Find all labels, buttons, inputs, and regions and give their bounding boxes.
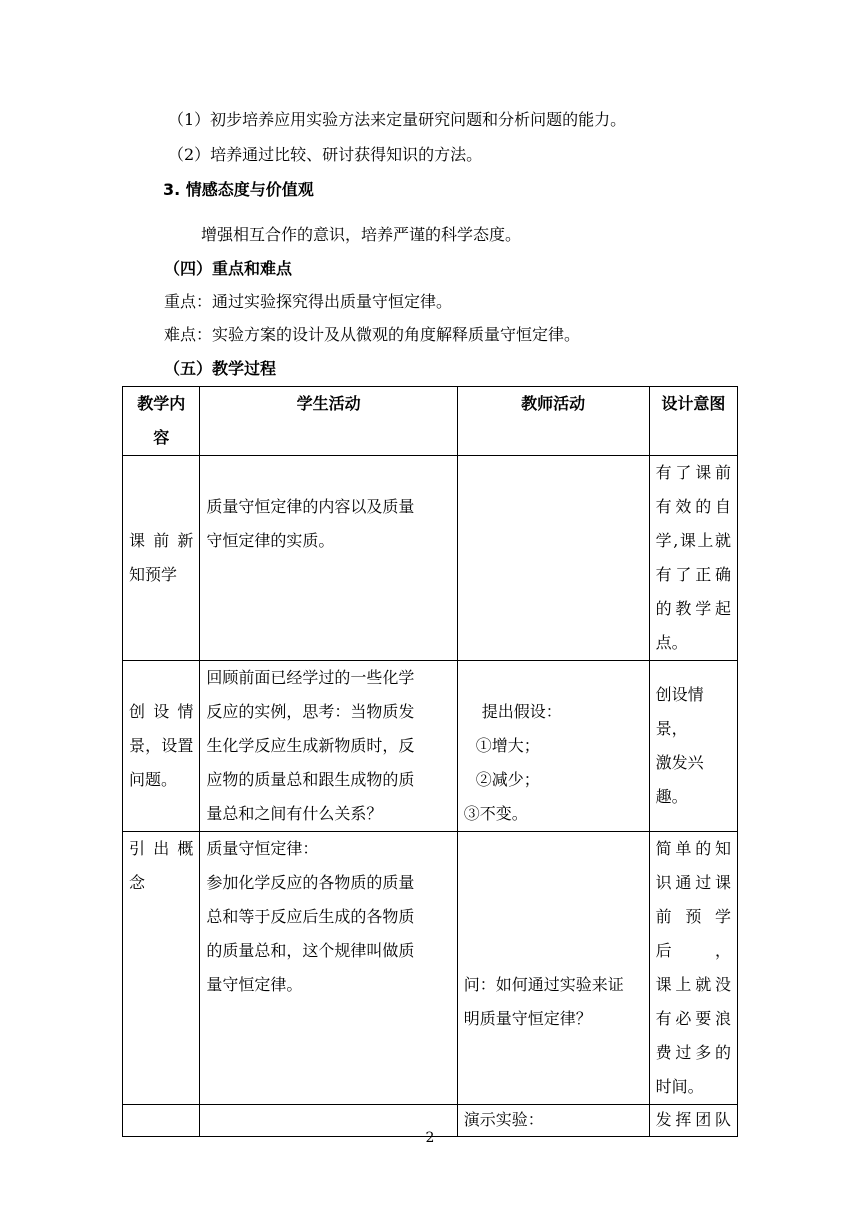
row2-content (123, 661, 200, 832)
row1-design-line: 有了课前 (655, 463, 731, 482)
table-row (123, 661, 738, 832)
row1-teacher (457, 456, 649, 661)
row2-design (649, 661, 737, 832)
row3-student-line: 参加化学反应的各物质的质量 (206, 873, 415, 892)
row2-teacher-line: ②减少； (475, 770, 540, 789)
row3-content-line2: 念 (129, 873, 146, 892)
row2-student-line: 应物的质量总和跟生成物的质 (206, 770, 415, 789)
row3-student-line: 量守恒定律。 (206, 975, 303, 994)
row3-student-line: 总和等于反应后生成的各物质 (206, 907, 415, 926)
row1-design-line: 有了正确 (655, 565, 731, 584)
row3-teacher (457, 832, 649, 1105)
section-heading-key-points: （四）重点和难点 (164, 259, 293, 278)
row1-design (649, 456, 737, 661)
row3-design (649, 832, 737, 1105)
teaching-process-table (122, 386, 738, 1137)
row3-student-line: 的质量总和，这个规律叫做质 (206, 941, 415, 960)
row1-content-line2: 知预学 (129, 565, 178, 584)
row3-content (123, 832, 200, 1105)
row3-design-line: 简单的知 (655, 839, 731, 858)
row3-design-line: 识通过课 (655, 873, 731, 892)
objective-item-2: （2）培养通过比较、研讨获得知识的方法。 (168, 145, 483, 164)
page-number: 2 (425, 1130, 435, 1146)
row2-teacher-line: ①增大； (475, 736, 540, 755)
row2-design-line2: 激发兴趣。 (655, 753, 704, 806)
row2-design-line1: 创设情景， (655, 685, 704, 738)
row2-teacher (457, 661, 649, 832)
row3-design-line: 费过多的 (655, 1043, 731, 1062)
table-row (123, 456, 738, 661)
key-point: 重点：通过实验探究得出质量守恒定律。 (164, 292, 453, 311)
section-heading-attitude: 3. 情感态度与价值观 (163, 180, 314, 199)
row2-student-line: 反应的实例，思考：当物质发 (206, 702, 415, 721)
row1-design-line: 学,课上就 (655, 531, 731, 550)
header-content (123, 387, 200, 456)
header-teacher: 教师活动 (457, 387, 649, 456)
row3-teacher-line: 问：如何通过实验来证 (463, 975, 624, 994)
row2-content-line1: 创设情 (129, 702, 194, 721)
row1-design-line: 点。 (655, 633, 688, 652)
attitude-paragraph: 增强相互合作的意识，培养严谨的科学态度。 (201, 225, 522, 244)
row3-content-line1: 引出概 (129, 839, 194, 858)
header-design: 设计意图 (649, 387, 737, 456)
row1-design-line: 有效的自 (655, 497, 731, 516)
row3-design-line: 有必要浪 (655, 1009, 731, 1028)
row3-design-line: 课上就没 (655, 975, 731, 994)
row1-student-line1: 质量守恒定律的内容以及质量 (206, 497, 415, 516)
row4-teacher: 演示实验： (457, 1105, 649, 1137)
section-heading-teaching-process: （五）教学过程 (164, 359, 277, 378)
objective-item-1: （1）初步培养应用实验方法来定量研究问题和分析问题的能力。 (168, 110, 627, 129)
row3-teacher-line: 明质量守恒定律？ (463, 1009, 592, 1028)
row2-teacher-line: 提出假设： (481, 702, 562, 721)
row2-content-line3: 问题。 (129, 770, 178, 789)
row3-design-line: 前预学后， (655, 907, 731, 960)
table-row (123, 832, 738, 1105)
row3-design-line: 时间。 (655, 1077, 704, 1096)
row1-design-line: 的教学起 (655, 599, 731, 618)
row3-student-line: 质量守恒定律： (206, 839, 319, 858)
row2-student-line: 生化学反应生成新物质时，反 (206, 736, 415, 755)
row1-content-line1: 课前新 (129, 531, 194, 550)
table-header-row (123, 387, 738, 456)
row2-student (200, 661, 457, 832)
row4-design: 发挥团队 (649, 1105, 737, 1137)
row2-student-line: 回顾前面已经学过的一些化学 (206, 668, 415, 687)
difficult-point: 难点：实验方案的设计及从微观的角度解释质量守恒定律。 (164, 325, 581, 344)
header-student: 学生活动 (200, 387, 457, 456)
header-content-line1: 教学内 (137, 394, 186, 413)
row2-student-line: 量总和之间有什么关系？ (206, 804, 383, 823)
row3-student (200, 832, 457, 1105)
row1-student (200, 456, 457, 661)
row2-teacher-line: ③不变。 (463, 804, 528, 823)
row2-content-line2: 景，设置 (129, 736, 194, 755)
row1-content (123, 456, 200, 661)
row1-student-line2: 守恒定律的实质。 (206, 531, 335, 550)
header-content-line2: 容 (153, 428, 170, 447)
